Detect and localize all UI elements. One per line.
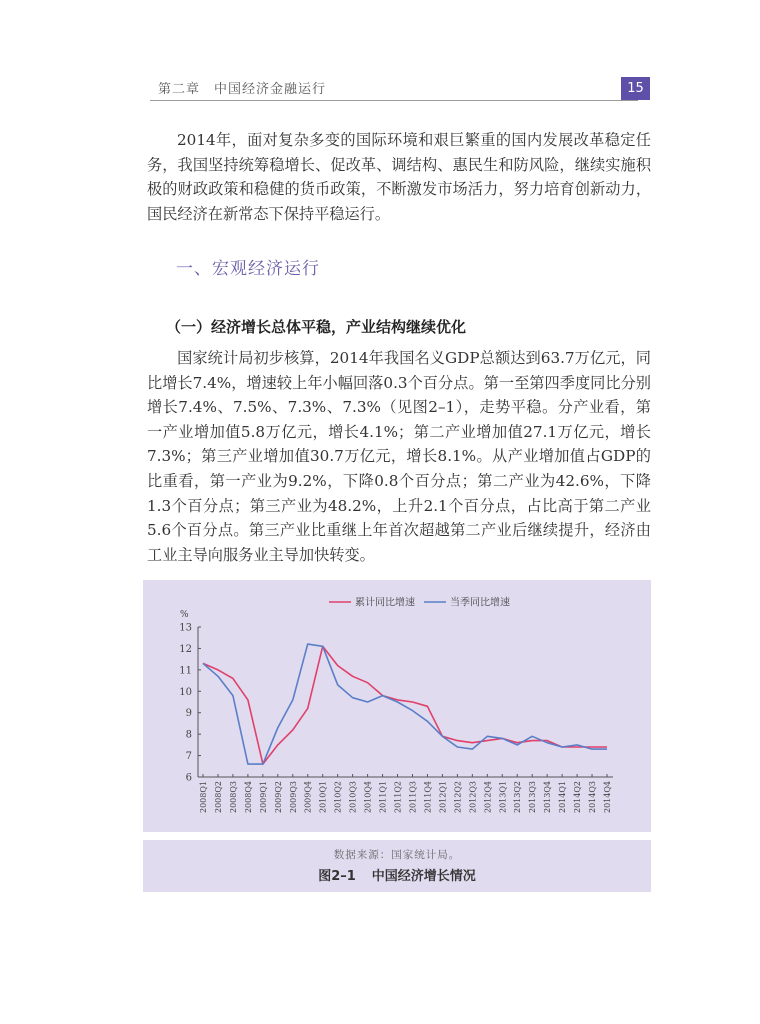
x-tick-label: 2008Q2 [213,781,223,814]
subsection-heading: （一）经济增长总体平稳，产业结构继续优化 [166,318,467,336]
x-tick-label: 2013Q1 [498,781,508,814]
chapter-title: 中国经济金融运行 [214,82,327,97]
y-tick-label: 9 [185,708,192,720]
x-tick-label: 2010Q4 [363,781,373,814]
page-number-badge: 15 [621,77,650,100]
x-tick-label: 2010Q3 [348,781,358,814]
x-tick-label: 2008Q3 [228,781,238,814]
chapter-number: 第二章 [158,82,201,97]
x-tick-label: 2014Q2 [573,781,583,814]
running-header [150,74,650,100]
x-tick-label: 2012Q1 [438,781,448,814]
y-tick-label: 11 [179,665,192,677]
intro-paragraph-text: 2014年，面对复杂多变的国际环境和艰巨繁重的国内发展改革稳定任务，我国坚持统筹稳增长、促改革、调结构、惠民生和防风险，继续实施积极的财政政策和稳健的货币政策，不断激发市场活力，努力培育创新动力，国民经济在新常态下保持平稳运行。 [147,131,651,223]
legend-label-0: 累计同比增速 [355,597,415,609]
y-tick-label: 10 [179,686,192,698]
x-tick-label: 2012Q3 [468,781,478,814]
figure-source: 数据来源：国家统计局。 [333,849,461,861]
y-tick-label: 8 [185,729,192,741]
figure-title [143,865,651,884]
x-tick-label: 2009Q3 [288,781,298,814]
section-heading: 一、宏观经济运行 [176,259,320,279]
y-tick-label: 6 [185,772,192,784]
y-tick-label: 7 [185,751,192,763]
x-tick-label: 2009Q4 [303,781,313,814]
figure-chart-panel [143,580,651,832]
y-tick-label: 13 [179,622,192,634]
header-rule [150,100,638,101]
x-tick-label: 2014Q3 [588,781,598,814]
x-tick-label: 2013Q4 [543,781,553,814]
x-tick-label: 2012Q4 [483,781,493,814]
x-tick-label: 2014Q1 [558,781,568,814]
series-line-0 [203,646,607,764]
figure-title-text: 中国经济增长情况 [371,869,476,884]
x-tick-label: 2013Q3 [528,781,538,814]
y-axis-unit: % [180,610,189,620]
figure-caption-panel [143,840,651,892]
legend-label-1: 当季同比增速 [450,597,510,609]
x-tick-label: 2014Q4 [603,781,612,814]
x-tick-label: 2011Q4 [423,781,433,814]
x-tick-label: 2012Q2 [453,781,463,814]
y-tick-label: 12 [179,643,192,655]
x-tick-label: 2010Q1 [318,781,328,814]
x-tick-label: 2009Q2 [273,781,283,814]
x-tick-label: 2011Q2 [393,781,403,814]
chapter-label [158,78,340,97]
x-tick-label: 2010Q2 [333,781,343,814]
x-tick-label: 2008Q1 [199,781,208,814]
x-tick-label: 2013Q2 [513,781,523,814]
body-paragraph-text: 国家统计局初步核算，2014年我国名义GDP总额达到63.7万亿元，同比增长7.4%，增速较上年小幅回落0.3个百分点。第一至第四季度同比分别增长7.4%、7.5%、7.3%、7.3%（见图2–1），走势平稳。分产业看，第一产业增加值5.8万亿元，增长4.1%；第二产业增加值27.1万亿元，增长7.3%；第三产业增加值30.7万亿元，增长8.1%。从产业增加值占GDP的比重看，第一产业为9.2%，下降0.8个百分点；第二产业为42.6%，下降1.3个百分点；第三产业为48.2%，上升2.1个百分点，占比高于第二产业5.6个百分点。第三产业比重继上年首次超越第二产业后继续提升，经济由工业主导向服务业主导加快转变。 [147,349,651,564]
x-tick-label: 2008Q4 [243,781,253,814]
line-chart [143,580,651,832]
series-line-1 [203,644,607,764]
x-tick-label: 2009Q1 [258,781,268,814]
x-tick-label: 2011Q1 [378,781,388,814]
x-tick-label: 2011Q3 [408,781,418,814]
body-paragraph [147,346,651,567]
figure-number: 图2–1 [318,869,356,884]
intro-paragraph [147,128,651,226]
